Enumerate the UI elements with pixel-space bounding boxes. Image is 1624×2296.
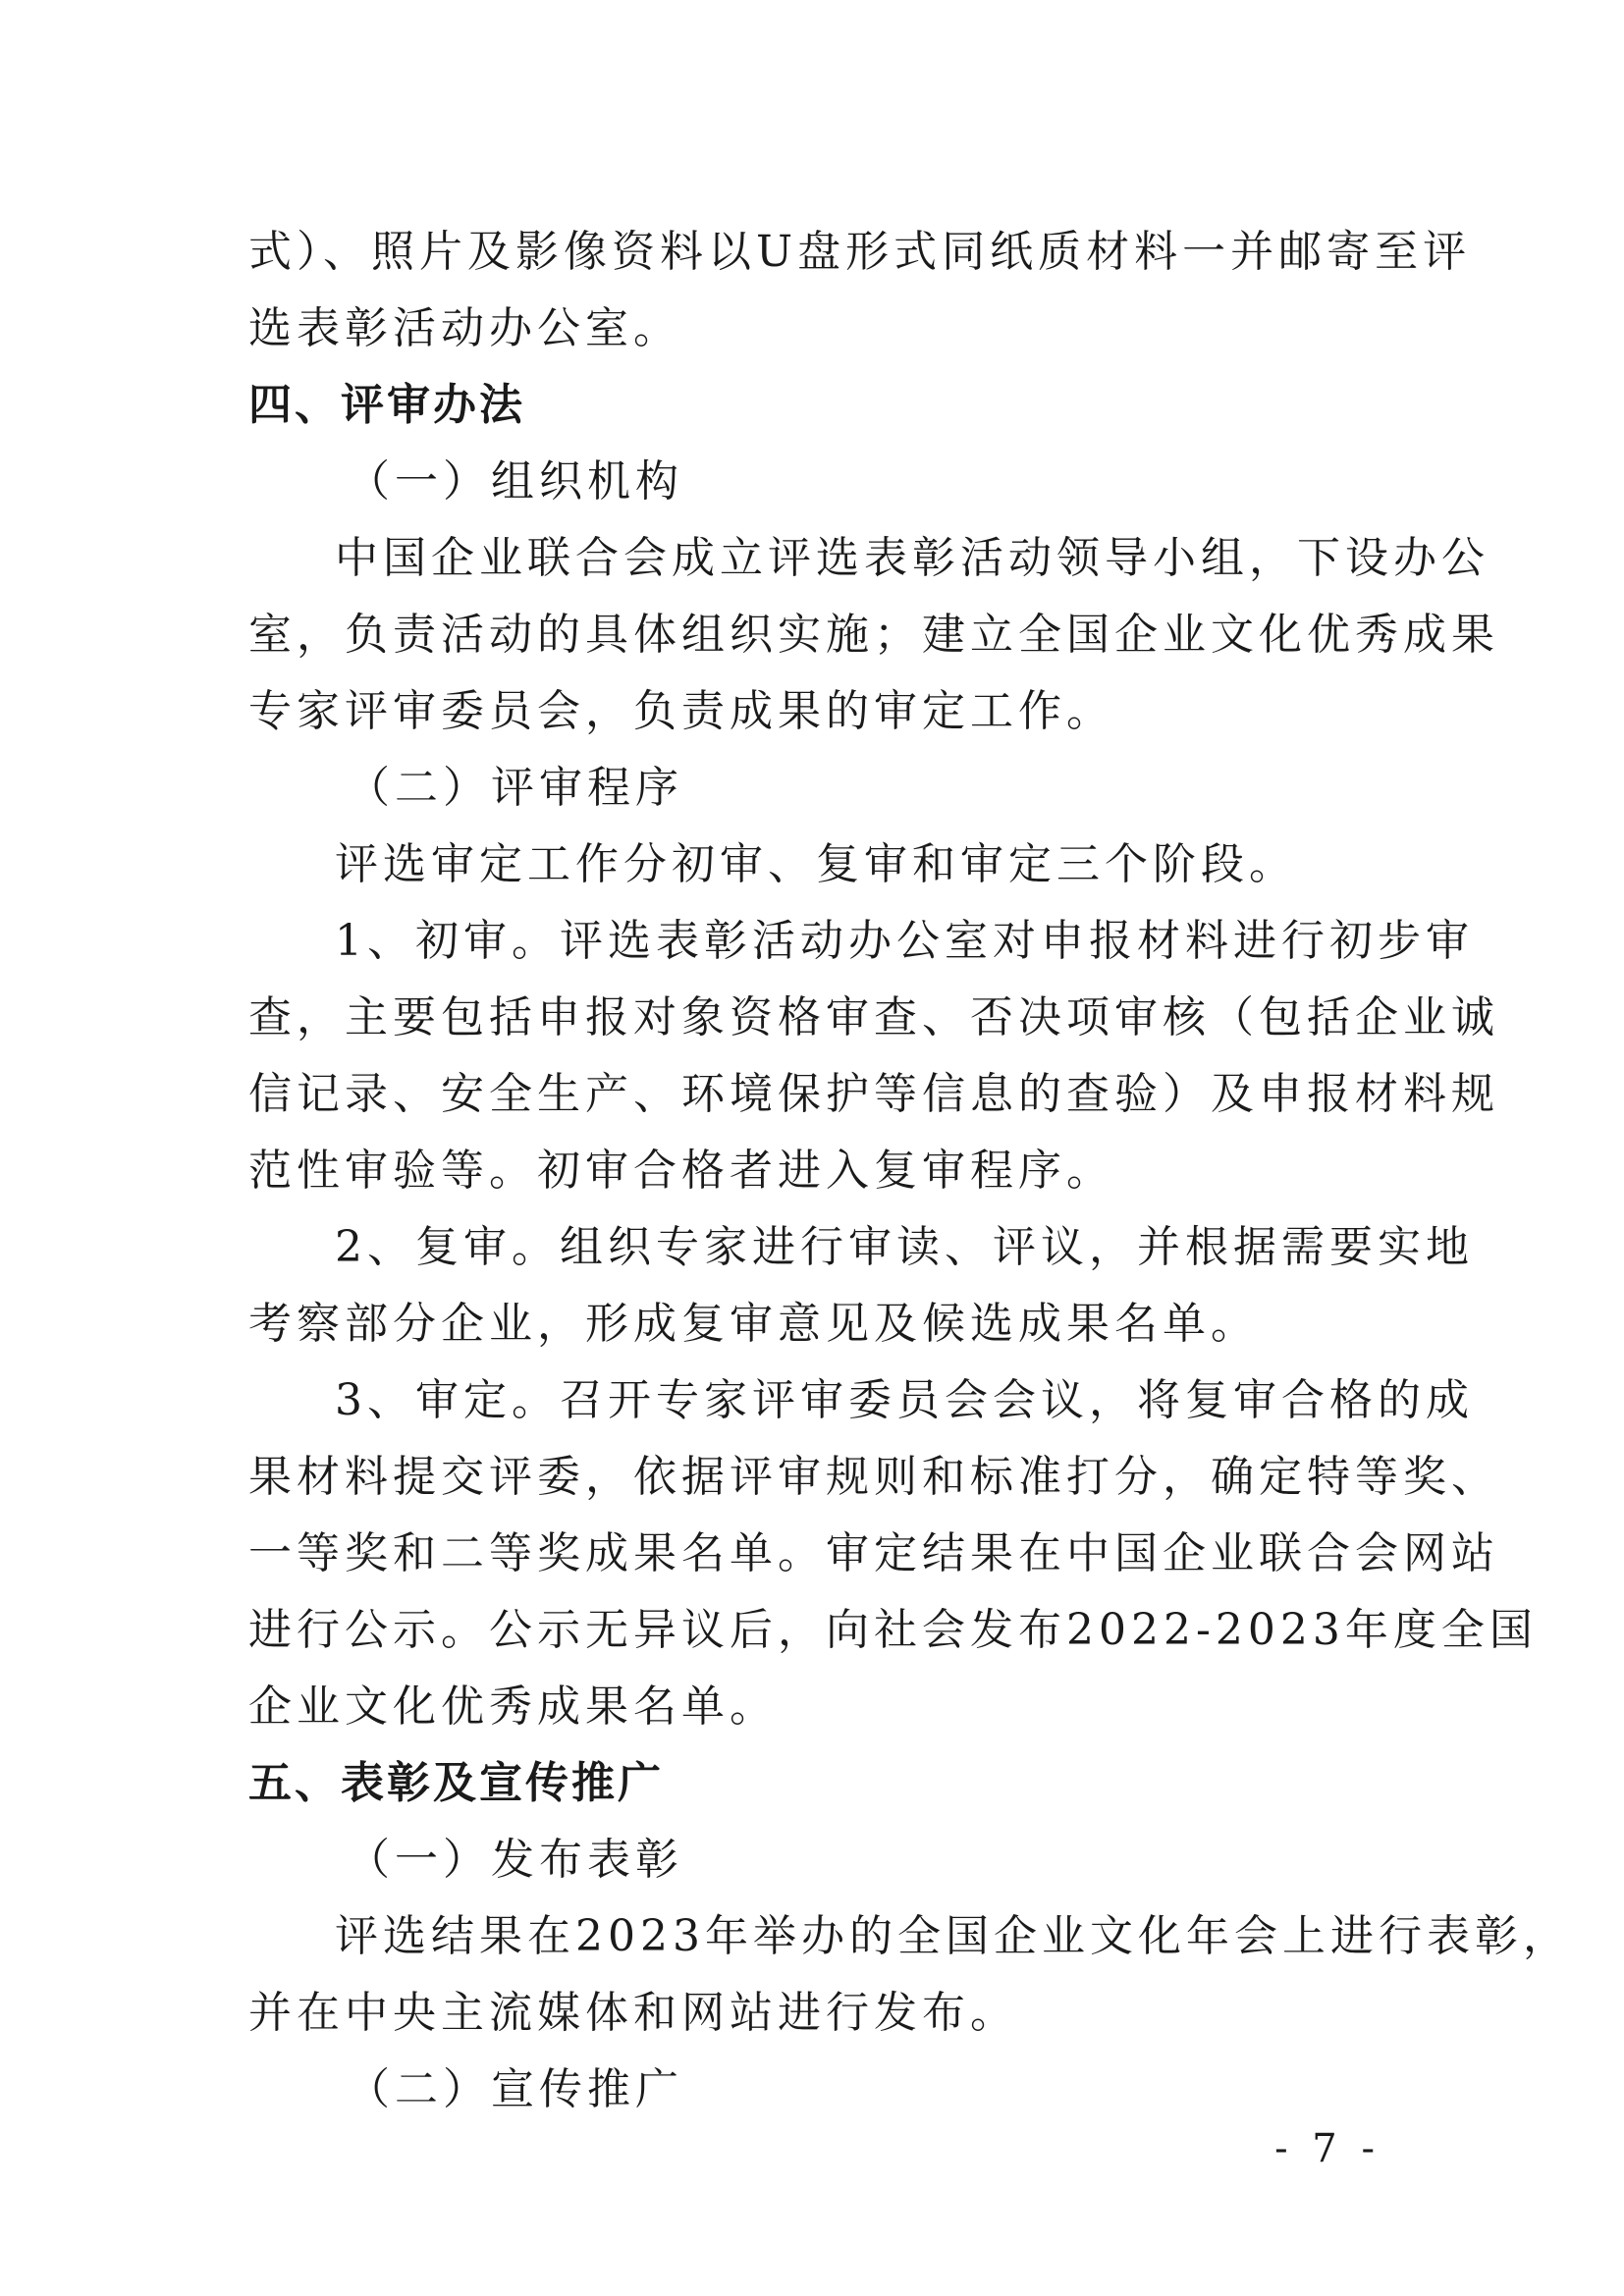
text-line: 室，负责活动的具体组织实施；建立全国企业文化优秀成果 [248,610,1499,660]
text-line: 式）、照片及影像资料以U盘形式同纸质材料一并邮寄至评 [248,227,1472,277]
section-heading-4: 四、评审办法 [248,380,525,430]
text-line: 考察部分企业，形成复审意见及候选成果名单。 [248,1299,1259,1349]
subsection-heading: （二）评审程序 [347,763,683,813]
text-line: 范性审验等。初审合格者进入复审程序。 [248,1146,1114,1196]
text-line: 选表彰活动办公室。 [248,303,681,353]
paragraph-start: 2、复审。组织专家进行审读、评议，并根据需要实地 [335,1222,1474,1272]
text-line: 专家评审委员会，负责成果的审定工作。 [248,686,1114,736]
page-number: - 7 - [1274,2126,1380,2171]
paragraph-start: 评选结果在2023年举办的全国企业文化年会上进行表彰， [335,1911,1571,1961]
text-line: 查，主要包括申报对象资格审查、否决项审核（包括企业诚 [248,992,1499,1042]
subsection-heading: （一）发布表彰 [347,1835,683,1885]
paragraph-start: 中国企业联合会成立评选表彰活动领导小组，下设办公 [335,533,1489,583]
document-body [248,214,1571,2128]
section-heading-5: 五、表彰及宣传推广 [248,1758,664,1808]
subsection-heading: （二）宣传推广 [347,2064,683,2114]
paragraph-start: 1、初审。评选表彰活动办公室对申报材料进行初步审 [335,916,1474,966]
paragraph-start: 评选审定工作分初审、复审和审定三个阶段。 [335,839,1297,889]
paragraph-start: 3、审定。召开专家评审委员会会议，将复审合格的成 [335,1375,1474,1425]
text-line: 信记录、安全生产、环境保护等信息的查验）及申报材料规 [248,1069,1499,1119]
text-line: 并在中央主流媒体和网站进行发布。 [248,1988,1018,2038]
text-line: 一等奖和二等奖成果名单。审定结果在中国企业联合会网站 [248,1528,1499,1578]
subsection-heading: （一）组织机构 [347,456,683,507]
text-line: 果材料提交评委，依据评审规则和标准打分，确定特等奖、 [248,1452,1499,1502]
text-line: 进行公示。公示无异议后，向社会发布2022-2023年度全国 [248,1605,1538,1655]
text-line: 企业文化优秀成果名单。 [248,1682,778,1732]
